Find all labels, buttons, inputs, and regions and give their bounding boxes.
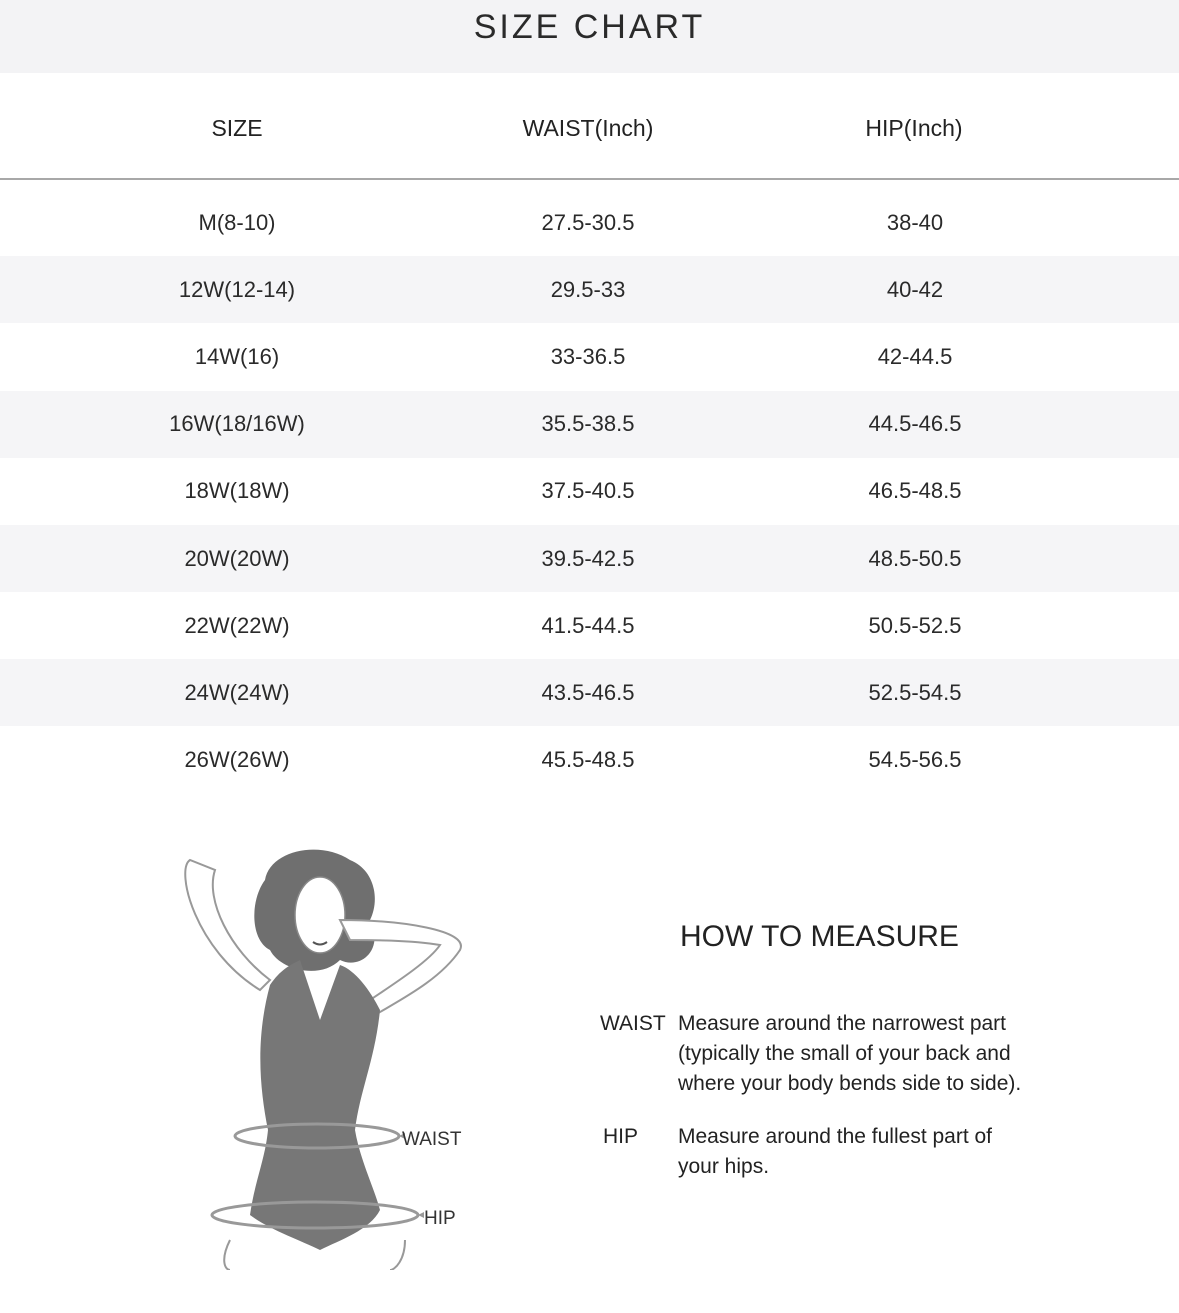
waist-cell: 37.5-40.5 [541, 478, 635, 504]
hip-cell: 46.5-48.5 [868, 478, 962, 504]
size-cell: 16W(18/16W) [169, 411, 305, 437]
hip-cell: 52.5-54.5 [868, 679, 962, 705]
how-to-measure-heading: HOW TO MEASURE [680, 920, 959, 953]
hip-cell: 40-42 [886, 276, 944, 302]
hip-description: Measure around the fullest part of your hips. [678, 1125, 993, 1178]
waist-cell: 33-36.5 [550, 343, 626, 369]
size-cell: 26W(26W) [184, 747, 290, 773]
table-row [0, 727, 1179, 794]
hip-cell: 44.5-46.5 [868, 411, 962, 437]
hip-cell: 50.5-52.5 [868, 612, 962, 638]
waist-cell: 41.5-44.5 [541, 612, 635, 638]
size-cell: 24W(24W) [184, 679, 290, 705]
size-cell: 20W(20W) [184, 545, 290, 571]
waist-description: Measure around the narrowest part (typically the small of your back and where your body bends side to side). [678, 1012, 1022, 1095]
header-divider [0, 178, 1179, 180]
figure-hip-label: HIP [424, 1208, 456, 1229]
page-title: SIZE CHART [473, 8, 706, 46]
table-row [0, 256, 1179, 323]
waist-term: WAIST [600, 1012, 666, 1035]
hip-term: HIP [603, 1125, 639, 1148]
size-cell: 18W(18W) [184, 478, 290, 504]
waist-cell: 29.5-33 [550, 276, 626, 302]
table-row [0, 458, 1179, 525]
hip-cell: 54.5-56.5 [868, 747, 962, 773]
size-cell: 14W(16) [194, 343, 280, 369]
table-row [0, 391, 1179, 458]
header-size: SIZE [211, 115, 263, 141]
hip-cell: 38-40 [886, 209, 944, 235]
hip-cell: 48.5-50.5 [868, 545, 962, 571]
header-waist: WAIST(Inch) [522, 115, 654, 141]
header-hip: HIP(Inch) [865, 115, 963, 141]
hip-cell: 42-44.5 [877, 343, 953, 369]
waist-cell: 39.5-42.5 [541, 545, 635, 571]
body-figure-illustration [170, 840, 480, 1270]
table-row [0, 592, 1179, 659]
figure-waist-label: WAIST [402, 1129, 462, 1150]
size-cell: 22W(22W) [184, 612, 290, 638]
size-cell: M(8-10) [198, 209, 276, 235]
waist-cell: 35.5-38.5 [541, 411, 635, 437]
waist-cell: 27.5-30.5 [541, 209, 635, 235]
table-row [0, 189, 1179, 256]
size-cell: 12W(12-14) [178, 276, 296, 302]
waist-cell: 45.5-48.5 [541, 747, 635, 773]
table-row [0, 525, 1179, 592]
table-row [0, 323, 1179, 390]
table-row [0, 659, 1179, 726]
waist-cell: 43.5-46.5 [541, 679, 635, 705]
